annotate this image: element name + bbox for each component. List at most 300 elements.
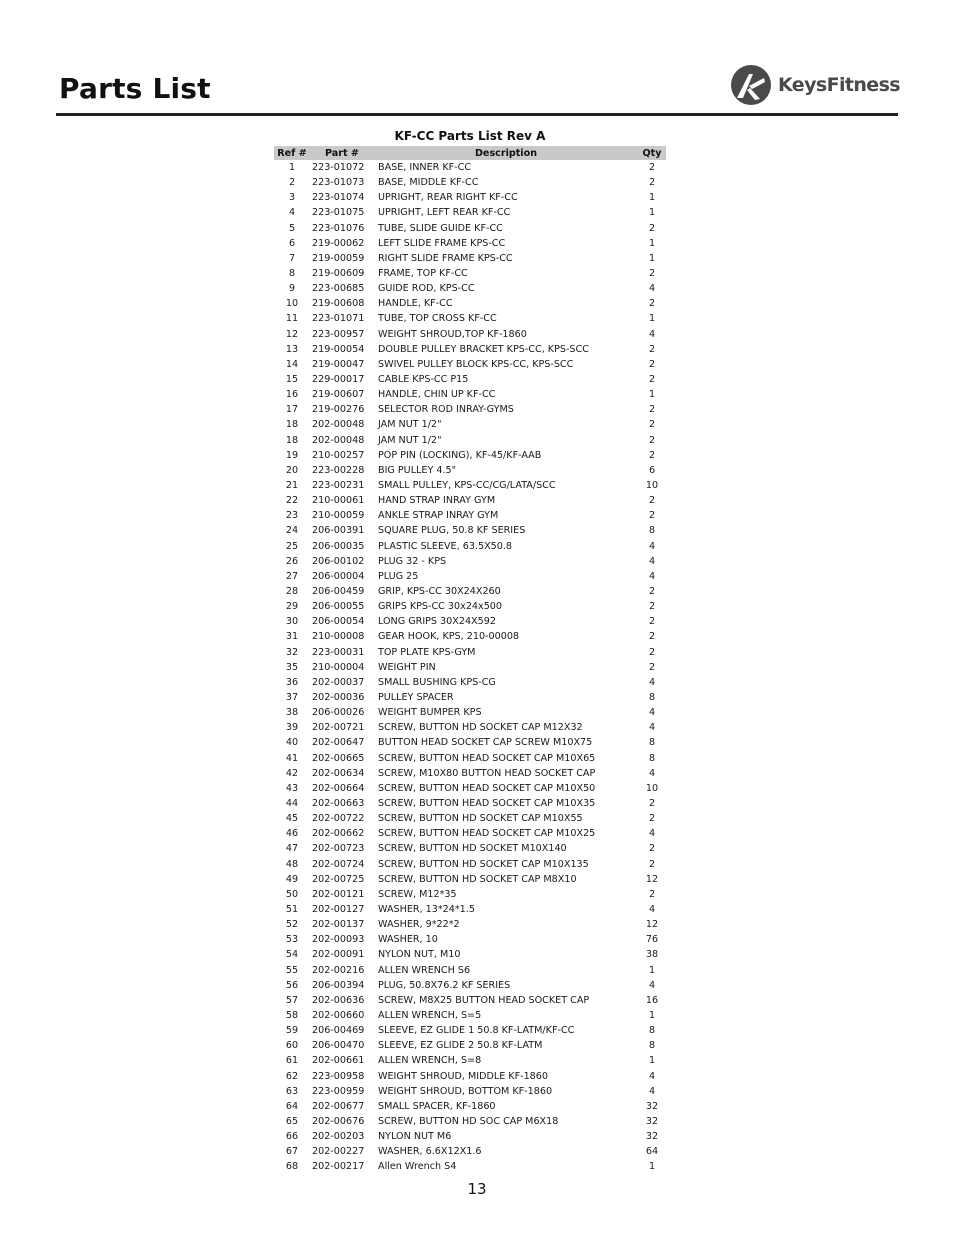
cell-ref: 21 bbox=[285, 480, 299, 492]
cell-description: ALLEN WRENCH, S=5 bbox=[378, 1009, 482, 1021]
cell-ref: 63 bbox=[285, 1085, 299, 1097]
cell-part-number: 202-00127 bbox=[312, 903, 365, 915]
cell-part-number: 210-00008 bbox=[312, 631, 365, 643]
cell-description: PULLEY SPACER bbox=[378, 691, 454, 703]
cell-qty: 12 bbox=[645, 919, 659, 931]
cell-part-number: 202-00661 bbox=[312, 1055, 365, 1067]
cell-ref: 26 bbox=[285, 555, 299, 567]
cell-qty: 32 bbox=[645, 1100, 659, 1112]
brand-name-fitness: Fitness bbox=[826, 74, 900, 96]
table-row bbox=[274, 554, 666, 569]
cell-part-number: 202-00676 bbox=[312, 1115, 365, 1127]
cell-qty: 2 bbox=[648, 449, 656, 461]
cell-qty: 8 bbox=[648, 752, 656, 764]
cell-qty: 4 bbox=[648, 555, 656, 567]
cell-part-number: 206-00102 bbox=[312, 555, 365, 567]
cell-description: BASE, MIDDLE KF-CC bbox=[378, 177, 479, 189]
cell-part-number: 202-00723 bbox=[312, 843, 365, 855]
cell-description: BASE, INNER KF-CC bbox=[378, 162, 472, 174]
cell-description: WEIGHT PIN bbox=[378, 661, 436, 673]
cell-part-number: 219-00607 bbox=[312, 389, 365, 401]
cell-ref: 66 bbox=[285, 1131, 299, 1143]
cell-qty: 1 bbox=[648, 252, 656, 264]
table-row bbox=[274, 311, 666, 326]
cell-description: WASHER, 10 bbox=[378, 934, 438, 946]
table-row bbox=[274, 387, 666, 402]
cell-ref: 67 bbox=[285, 1146, 299, 1158]
cell-part-number: 206-00459 bbox=[312, 586, 365, 597]
cell-ref: 41 bbox=[285, 752, 299, 764]
cell-part-number: 223-00958 bbox=[312, 1070, 365, 1082]
cell-description: DOUBLE PULLEY BRACKET KPS-CC, KPS-SCC bbox=[378, 343, 589, 355]
cell-part-number: 202-00722 bbox=[312, 813, 365, 825]
cell-ref: 17 bbox=[285, 404, 299, 416]
keys-fitness-logo-icon bbox=[730, 64, 772, 106]
table-row bbox=[274, 962, 666, 977]
cell-part-number: 223-00031 bbox=[312, 646, 365, 658]
cell-description: SCREW, M10X80 BUTTON HEAD SOCKET CAP bbox=[378, 767, 596, 779]
cell-part-number: 219-00059 bbox=[312, 252, 365, 264]
cell-description: SELECTOR ROD INRAY-GYMS bbox=[378, 404, 514, 416]
cell-ref: 59 bbox=[285, 1025, 299, 1037]
cell-qty: 12 bbox=[645, 873, 659, 885]
cell-ref: 64 bbox=[285, 1100, 299, 1112]
cell-qty: 2 bbox=[648, 797, 656, 809]
table-row bbox=[274, 947, 666, 962]
cell-qty: 1 bbox=[648, 192, 656, 204]
cell-description: WEIGHT BUMPER KPS bbox=[378, 707, 482, 719]
cell-part-number: 202-00216 bbox=[312, 964, 365, 976]
cell-qty: 1 bbox=[648, 1161, 656, 1173]
cell-description: SCREW, BUTTON HEAD SOCKET CAP M10X65 bbox=[378, 752, 596, 764]
table-row bbox=[274, 1008, 666, 1023]
table-row bbox=[274, 342, 666, 357]
cell-part-number: 206-00470 bbox=[312, 1040, 365, 1052]
table-header-row bbox=[274, 146, 666, 160]
table-row bbox=[274, 856, 666, 871]
cell-qty: 8 bbox=[648, 691, 656, 703]
cell-part-number: 202-00137 bbox=[312, 919, 365, 931]
cell-part-number: 223-01076 bbox=[312, 222, 365, 234]
cell-ref: 25 bbox=[285, 540, 299, 552]
cell-part-number: 223-01074 bbox=[312, 192, 365, 204]
table-row bbox=[274, 811, 666, 826]
cell-description: GEAR HOOK, KPS, 210-00008 bbox=[378, 631, 520, 643]
cell-ref: 6 bbox=[288, 237, 296, 249]
cell-qty: 1 bbox=[648, 389, 656, 401]
cell-ref: 46 bbox=[285, 828, 299, 840]
cell-description: Allen Wrench S4 bbox=[378, 1161, 457, 1173]
cell-description: LEFT SLIDE FRAME KPS-CC bbox=[378, 237, 506, 249]
table-row bbox=[274, 433, 666, 448]
table-row bbox=[274, 296, 666, 311]
cell-description: WEIGHT SHROUD,TOP KF-1860 bbox=[378, 328, 527, 340]
cell-qty: 8 bbox=[648, 525, 656, 537]
table-row bbox=[274, 221, 666, 236]
table-row bbox=[274, 629, 666, 644]
cell-qty: 4 bbox=[648, 767, 656, 779]
cell-ref: 36 bbox=[285, 676, 299, 688]
cell-ref: 35 bbox=[285, 661, 299, 673]
cell-description: SCREW, BUTTON HD SOCKET CAP M12X32 bbox=[378, 722, 583, 734]
cell-part-number: 202-00677 bbox=[312, 1100, 365, 1112]
cell-ref: 65 bbox=[285, 1115, 299, 1127]
cell-part-number: 202-00662 bbox=[312, 828, 365, 840]
cell-description: SCREW, BUTTON HD SOCKET CAP M10X55 bbox=[378, 813, 583, 825]
cell-ref: 10 bbox=[285, 298, 299, 310]
table-row bbox=[274, 160, 666, 175]
table-row bbox=[274, 539, 666, 554]
table-row bbox=[274, 584, 666, 599]
cell-qty: 2 bbox=[648, 222, 656, 234]
cell-description: SCREW, M8X25 BUTTON HEAD SOCKET CAP bbox=[378, 994, 590, 1006]
table-row bbox=[274, 826, 666, 841]
cell-part-number: 219-00608 bbox=[312, 298, 365, 310]
cell-description: UPRIGHT, LEFT REAR KF-CC bbox=[378, 207, 511, 219]
cell-ref: 44 bbox=[285, 797, 299, 809]
table-row bbox=[274, 569, 666, 584]
cell-description: FRAME, TOP KF-CC bbox=[378, 268, 468, 280]
cell-ref: 20 bbox=[285, 464, 299, 476]
cell-qty: 76 bbox=[645, 934, 659, 946]
cell-ref: 68 bbox=[285, 1161, 299, 1173]
column-header-description: Description bbox=[374, 146, 638, 160]
table-row bbox=[274, 887, 666, 902]
table-row bbox=[274, 448, 666, 463]
brand-wordmark bbox=[778, 74, 900, 96]
table-row bbox=[274, 735, 666, 750]
cell-qty: 38 bbox=[645, 949, 659, 961]
cell-ref: 53 bbox=[285, 934, 299, 946]
cell-ref: 1 bbox=[288, 162, 296, 174]
cell-part-number: 210-00059 bbox=[312, 510, 365, 522]
table-row bbox=[274, 720, 666, 735]
cell-part-number: 206-00394 bbox=[312, 979, 365, 991]
cell-description: WEIGHT SHROUD, BOTTOM KF-1860 bbox=[378, 1085, 553, 1097]
table-row bbox=[274, 872, 666, 887]
cell-ref: 5 bbox=[288, 222, 296, 234]
table-row bbox=[274, 660, 666, 675]
table-row bbox=[274, 236, 666, 251]
cell-description: SCREW, M12*35 bbox=[378, 888, 457, 900]
cell-ref: 43 bbox=[285, 782, 299, 794]
header-divider bbox=[56, 113, 898, 116]
cell-part-number: 210-00004 bbox=[312, 661, 365, 673]
table-row bbox=[274, 917, 666, 932]
cell-qty: 8 bbox=[648, 1025, 656, 1037]
cell-ref: 45 bbox=[285, 813, 299, 825]
cell-part-number: 206-00026 bbox=[312, 707, 365, 719]
cell-qty: 2 bbox=[648, 358, 656, 370]
cell-description: SWIVEL PULLEY BLOCK KPS-CC, KPS-SCC bbox=[378, 358, 574, 370]
cell-part-number: 202-00203 bbox=[312, 1131, 365, 1143]
cell-part-number: 206-00055 bbox=[312, 601, 365, 613]
cell-part-number: 202-00091 bbox=[312, 949, 365, 961]
cell-part-number: 206-00035 bbox=[312, 540, 365, 552]
table-row bbox=[274, 417, 666, 432]
cell-qty: 4 bbox=[648, 707, 656, 719]
cell-description: SMALL SPACER, KF-1860 bbox=[378, 1100, 496, 1112]
cell-ref: 39 bbox=[285, 722, 299, 734]
cell-qty: 2 bbox=[648, 858, 656, 870]
table-row bbox=[274, 523, 666, 538]
cell-ref: 18 bbox=[285, 419, 299, 431]
table-row bbox=[274, 251, 666, 266]
cell-description: SLEEVE, EZ GLIDE 1 50.8 KF-LATM/KF-CC bbox=[378, 1025, 575, 1037]
cell-description: UPRIGHT, REAR RIGHT KF-CC bbox=[378, 192, 518, 204]
cell-ref: 28 bbox=[285, 586, 299, 597]
cell-part-number: 219-00062 bbox=[312, 237, 365, 249]
cell-qty: 16 bbox=[645, 994, 659, 1006]
cell-qty: 2 bbox=[648, 177, 656, 189]
cell-qty: 2 bbox=[648, 813, 656, 825]
cell-part-number: 202-00660 bbox=[312, 1009, 365, 1021]
column-header-ref: Ref # bbox=[274, 146, 310, 160]
cell-part-number: 210-00257 bbox=[312, 449, 365, 461]
table-row bbox=[274, 902, 666, 917]
cell-description: SCREW, BUTTON HD SOCKET M10X140 bbox=[378, 843, 567, 855]
cell-part-number: 206-00391 bbox=[312, 525, 365, 537]
cell-part-number: 223-00959 bbox=[312, 1085, 365, 1097]
table-row bbox=[274, 508, 666, 523]
cell-qty: 2 bbox=[648, 843, 656, 855]
table-row bbox=[274, 357, 666, 372]
cell-description: SLEEVE, EZ GLIDE 2 50.8 KF-LATM bbox=[378, 1040, 543, 1052]
table-row bbox=[274, 1129, 666, 1144]
column-header-qty: Qty bbox=[638, 146, 666, 160]
table-row bbox=[274, 841, 666, 856]
cell-description: GRIPS KPS-CC 30x24x500 bbox=[378, 601, 503, 613]
cell-ref: 38 bbox=[285, 707, 299, 719]
cell-qty: 2 bbox=[648, 419, 656, 431]
cell-qty: 4 bbox=[648, 722, 656, 734]
cell-ref: 3 bbox=[288, 192, 296, 204]
cell-ref: 52 bbox=[285, 919, 299, 931]
cell-ref: 61 bbox=[285, 1055, 299, 1067]
cell-part-number: 202-00724 bbox=[312, 858, 365, 870]
table-row bbox=[274, 1053, 666, 1068]
cell-part-number: 202-00121 bbox=[312, 888, 365, 900]
cell-part-number: 223-00231 bbox=[312, 480, 365, 492]
cell-description: TUBE, SLIDE GUIDE KF-CC bbox=[378, 222, 503, 234]
cell-qty: 1 bbox=[648, 207, 656, 219]
cell-qty: 2 bbox=[648, 586, 656, 597]
cell-description: NYLON NUT, M10 bbox=[378, 949, 461, 961]
cell-description: PLASTIC SLEEVE, 63.5X50.8 bbox=[378, 540, 513, 552]
cell-description: SMALL PULLEY, KPS-CC/CG/LATA/SCC bbox=[378, 480, 556, 492]
page-number: 13 bbox=[467, 1180, 487, 1198]
table-row bbox=[274, 766, 666, 781]
table-row bbox=[274, 1099, 666, 1114]
table-row bbox=[274, 1114, 666, 1129]
table-row bbox=[274, 402, 666, 417]
cell-part-number: 202-00227 bbox=[312, 1146, 365, 1158]
parts-table-body bbox=[274, 160, 666, 1174]
cell-qty: 1 bbox=[648, 313, 656, 325]
cell-part-number: 210-00061 bbox=[312, 495, 365, 507]
cell-qty: 2 bbox=[648, 162, 656, 174]
cell-qty: 1 bbox=[648, 1055, 656, 1067]
table-row bbox=[274, 1023, 666, 1038]
cell-description: SCREW, BUTTON HEAD SOCKET CAP M10X35 bbox=[378, 797, 596, 809]
cell-ref: 50 bbox=[285, 888, 299, 900]
cell-qty: 2 bbox=[648, 374, 656, 386]
cell-ref: 23 bbox=[285, 510, 299, 522]
cell-qty: 1 bbox=[648, 964, 656, 976]
cell-ref: 8 bbox=[288, 268, 296, 280]
table-row bbox=[274, 493, 666, 508]
cell-part-number: 223-01075 bbox=[312, 207, 365, 219]
table-row bbox=[274, 932, 666, 947]
cell-ref: 37 bbox=[285, 691, 299, 703]
cell-description: JAM NUT 1/2" bbox=[378, 434, 442, 446]
table-row bbox=[274, 1084, 666, 1099]
table-row bbox=[274, 281, 666, 296]
cell-part-number: 206-00054 bbox=[312, 616, 365, 628]
table-title: KF-CC Parts List Rev A bbox=[394, 129, 546, 143]
cell-qty: 2 bbox=[648, 495, 656, 507]
table-row bbox=[274, 781, 666, 796]
cell-part-number: 202-00636 bbox=[312, 994, 365, 1006]
table-row bbox=[274, 1038, 666, 1053]
cell-ref: 40 bbox=[285, 737, 299, 749]
cell-ref: 27 bbox=[285, 570, 299, 582]
cell-description: ANKLE STRAP INRAY GYM bbox=[378, 510, 499, 522]
cell-ref: 60 bbox=[285, 1040, 299, 1052]
cell-description: RIGHT SLIDE FRAME KPS-CC bbox=[378, 252, 513, 264]
cell-qty: 64 bbox=[645, 1146, 659, 1158]
cell-qty: 4 bbox=[648, 283, 656, 295]
cell-part-number: 202-00647 bbox=[312, 737, 365, 749]
cell-qty: 8 bbox=[648, 1040, 656, 1052]
cell-qty: 32 bbox=[645, 1131, 659, 1143]
table-row bbox=[274, 175, 666, 190]
cell-ref: 4 bbox=[288, 207, 296, 219]
cell-ref: 58 bbox=[285, 1009, 299, 1021]
cell-description: PLUG, 50.8X76.2 KF SERIES bbox=[378, 979, 511, 991]
cell-ref: 2 bbox=[288, 177, 296, 189]
table-row bbox=[274, 478, 666, 493]
cell-ref: 48 bbox=[285, 858, 299, 870]
cell-qty: 10 bbox=[645, 782, 659, 794]
table-row bbox=[274, 327, 666, 342]
cell-qty: 2 bbox=[648, 616, 656, 628]
cell-description: SCREW, BUTTON HEAD SOCKET CAP M10X25 bbox=[378, 828, 596, 840]
brand-name-keys: Keys bbox=[778, 74, 827, 96]
table-row bbox=[274, 463, 666, 478]
cell-description: ALLEN WRENCH S6 bbox=[378, 964, 471, 976]
cell-ref: 55 bbox=[285, 964, 299, 976]
cell-description: GUIDE ROD, KPS-CC bbox=[378, 283, 475, 295]
cell-qty: 6 bbox=[648, 464, 656, 476]
cell-part-number: 223-01073 bbox=[312, 177, 365, 189]
cell-part-number: 206-00469 bbox=[312, 1025, 365, 1037]
table-row bbox=[274, 705, 666, 720]
cell-part-number: 202-00665 bbox=[312, 752, 365, 764]
table-row bbox=[274, 266, 666, 281]
cell-description: TOP PLATE KPS-GYM bbox=[378, 646, 476, 658]
cell-ref: 29 bbox=[285, 601, 299, 613]
cell-qty: 1 bbox=[648, 1009, 656, 1021]
cell-qty: 4 bbox=[648, 328, 656, 340]
cell-ref: 22 bbox=[285, 495, 299, 507]
cell-qty: 2 bbox=[648, 298, 656, 310]
cell-description: WEIGHT SHROUD, MIDDLE KF-1860 bbox=[378, 1070, 548, 1082]
table-row bbox=[274, 993, 666, 1008]
cell-part-number: 219-00054 bbox=[312, 343, 365, 355]
cell-ref: 32 bbox=[285, 646, 299, 658]
cell-qty: 2 bbox=[648, 888, 656, 900]
cell-part-number: 202-00036 bbox=[312, 691, 365, 703]
cell-description: WASHER, 9*22*2 bbox=[378, 919, 460, 931]
cell-ref: 42 bbox=[285, 767, 299, 779]
cell-qty: 2 bbox=[648, 646, 656, 658]
cell-qty: 2 bbox=[648, 631, 656, 643]
cell-ref: 51 bbox=[285, 903, 299, 915]
cell-part-number: 202-00664 bbox=[312, 782, 365, 794]
brand-logo bbox=[730, 64, 900, 106]
cell-description: SCREW, BUTTON HEAD SOCKET CAP M10X50 bbox=[378, 782, 596, 794]
cell-part-number: 223-01072 bbox=[312, 162, 365, 174]
table-row bbox=[274, 190, 666, 205]
cell-part-number: 202-00634 bbox=[312, 767, 365, 779]
cell-part-number: 223-00957 bbox=[312, 328, 365, 340]
cell-part-number: 202-00725 bbox=[312, 873, 365, 885]
table-row bbox=[274, 690, 666, 705]
cell-ref: 30 bbox=[285, 616, 299, 628]
cell-part-number: 202-00037 bbox=[312, 676, 365, 688]
cell-qty: 4 bbox=[648, 540, 656, 552]
cell-description: ALLEN WRENCH, S=8 bbox=[378, 1055, 482, 1067]
cell-ref: 12 bbox=[285, 328, 299, 340]
column-header-part: Part # bbox=[310, 146, 374, 160]
cell-ref: 18 bbox=[285, 434, 299, 446]
parts-table bbox=[274, 146, 666, 1174]
cell-description: GRIP, KPS-CC 30X24X260 bbox=[378, 586, 501, 597]
cell-description: LONG GRIPS 30X24X592 bbox=[378, 616, 496, 628]
table-row bbox=[274, 1068, 666, 1083]
page-title: Parts List bbox=[59, 72, 211, 105]
cell-ref: 31 bbox=[285, 631, 299, 643]
cell-description: HANDLE, KF-CC bbox=[378, 298, 453, 310]
cell-part-number: 202-00663 bbox=[312, 797, 365, 809]
cell-part-number: 202-00093 bbox=[312, 934, 365, 946]
table-row bbox=[274, 205, 666, 220]
cell-description: SCREW, BUTTON HD SOCKET CAP M8X10 bbox=[378, 873, 577, 885]
cell-ref: 15 bbox=[285, 374, 299, 386]
cell-description: SCREW, BUTTON HD SOCKET CAP M10X135 bbox=[378, 858, 589, 870]
cell-ref: 47 bbox=[285, 843, 299, 855]
cell-part-number: 219-00609 bbox=[312, 268, 365, 280]
cell-description: PLUG 25 bbox=[378, 570, 419, 582]
cell-description: WASHER, 13*24*1.5 bbox=[378, 903, 475, 915]
cell-part-number: 202-00048 bbox=[312, 434, 365, 446]
cell-ref: 54 bbox=[285, 949, 299, 961]
cell-qty: 4 bbox=[648, 1070, 656, 1082]
cell-qty: 2 bbox=[648, 268, 656, 280]
cell-part-number: 219-00047 bbox=[312, 358, 365, 370]
table-row bbox=[274, 675, 666, 690]
cell-description: TUBE, TOP CROSS KF-CC bbox=[378, 313, 497, 325]
cell-description: SMALL BUSHING KPS-CG bbox=[378, 676, 496, 688]
cell-qty: 4 bbox=[648, 979, 656, 991]
cell-description: BUTTON HEAD SOCKET CAP SCREW M10X75 bbox=[378, 737, 593, 749]
table-row bbox=[274, 1144, 666, 1159]
cell-description: POP PIN (LOCKING), KF-45/KF-AAB bbox=[378, 449, 542, 461]
cell-part-number: 202-00217 bbox=[312, 1161, 365, 1173]
cell-qty: 32 bbox=[645, 1115, 659, 1127]
table-row bbox=[274, 645, 666, 660]
